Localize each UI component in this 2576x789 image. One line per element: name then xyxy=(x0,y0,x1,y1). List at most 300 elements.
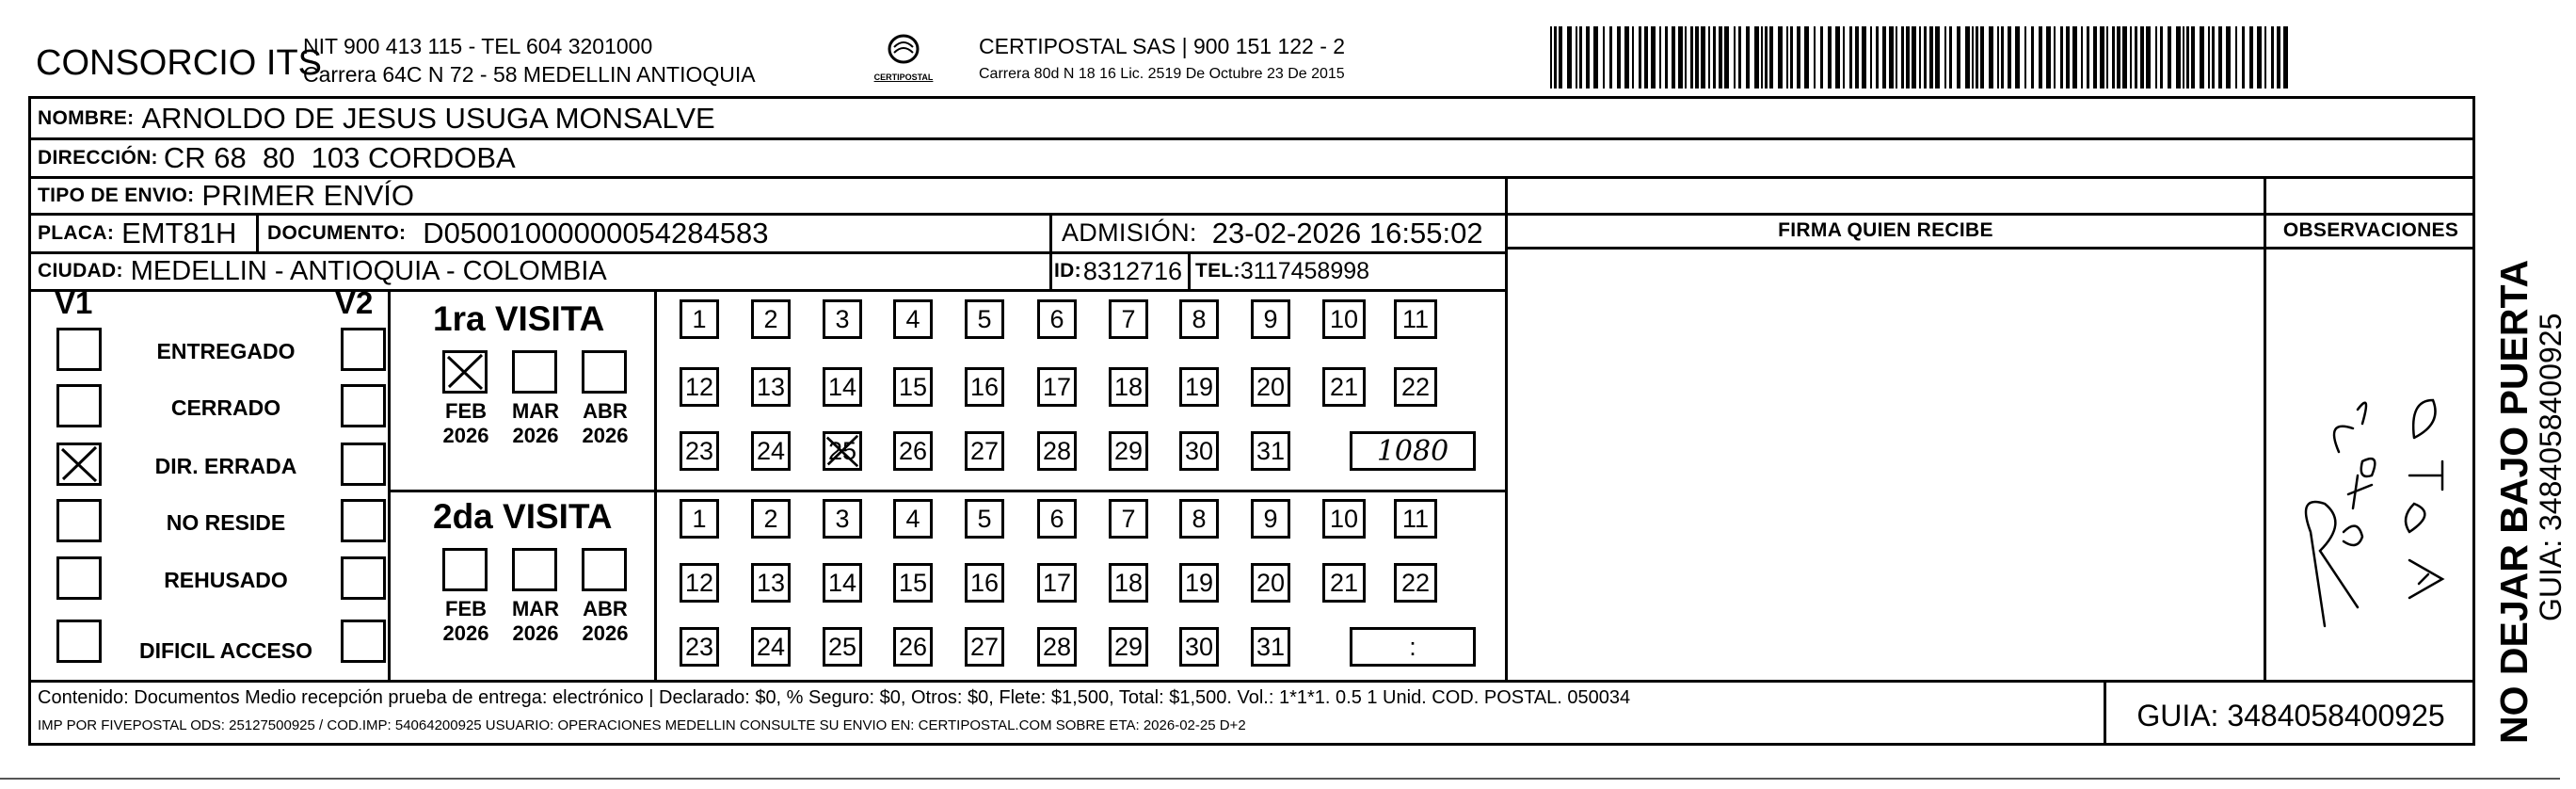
second-day-box[interactable] xyxy=(1037,499,1077,539)
second-day-box[interactable] xyxy=(1179,563,1219,603)
second-day-box[interactable] xyxy=(893,627,933,667)
first-day-number: 28 xyxy=(1042,436,1072,465)
barcode-bar xyxy=(1980,26,1984,89)
month-label xyxy=(433,597,499,646)
check-x-icon xyxy=(825,434,859,468)
month-label xyxy=(572,399,638,448)
barcode-bar xyxy=(2001,26,2004,89)
barcode-bar xyxy=(2257,26,2262,89)
barcode-bar xyxy=(1765,26,1768,89)
barcode-bar xyxy=(1814,26,1816,89)
second-day-number: 4 xyxy=(905,504,920,533)
v2-checkbox[interactable] xyxy=(341,384,386,427)
second-day-box[interactable] xyxy=(893,499,933,539)
barcode-bar xyxy=(1609,26,1612,89)
month-label xyxy=(572,597,638,646)
barcode-bar xyxy=(1870,26,1872,89)
first-day-box[interactable] xyxy=(1109,431,1148,471)
second-day-number: 5 xyxy=(977,504,992,533)
barcode-bar xyxy=(1719,26,1722,89)
first-day-box[interactable] xyxy=(751,367,791,407)
barcode-bar xyxy=(2271,26,2274,89)
barcode-bar xyxy=(2212,26,2215,89)
barcode-bar xyxy=(1554,26,1557,89)
documento-value: D05001000000054284583 xyxy=(423,216,769,250)
barcode-bar xyxy=(1912,26,1916,89)
month-year: 2026 xyxy=(512,424,559,447)
v2-checkbox[interactable] xyxy=(341,328,386,371)
first-day-box[interactable] xyxy=(893,367,933,407)
barcode-bar xyxy=(1820,26,1823,89)
header xyxy=(28,26,2485,92)
first-day-number: 19 xyxy=(1184,372,1214,401)
first-day-box[interactable] xyxy=(823,367,862,407)
month-name: FEB xyxy=(445,597,487,620)
first-day-box[interactable] xyxy=(751,299,791,339)
second-day-number: 20 xyxy=(1256,568,1286,597)
status-option-label: DIFICIL ACCESO xyxy=(138,638,312,663)
barcode-bar xyxy=(2087,26,2089,89)
second-day-number: 24 xyxy=(756,632,786,661)
tel-label: TEL: xyxy=(1195,260,1240,282)
barcode-bar xyxy=(1924,26,1927,89)
second-day-box[interactable] xyxy=(680,627,719,667)
month-year: 2026 xyxy=(512,621,559,645)
barcode-bar xyxy=(1734,26,1736,89)
barcode-bar xyxy=(2054,26,2056,89)
barcode-bar xyxy=(1761,26,1763,89)
second-day-number: 7 xyxy=(1121,504,1136,533)
second-day-number: 15 xyxy=(898,568,928,597)
first-day-box[interactable] xyxy=(1037,299,1077,339)
barcode-bar xyxy=(1957,26,1960,89)
barcode-bar xyxy=(1843,26,1845,89)
month-checkbox[interactable] xyxy=(512,548,557,591)
status-option-label: NO RESIDE xyxy=(166,510,286,535)
first-day-number: 22 xyxy=(1400,372,1431,401)
month-checkbox[interactable] xyxy=(442,350,488,394)
second-day-box[interactable] xyxy=(893,563,933,603)
barcode-bar xyxy=(1835,26,1840,89)
barcode-bar xyxy=(2066,26,2070,89)
second-day-number: 18 xyxy=(1113,568,1144,597)
barcode-bar xyxy=(2122,26,2127,89)
second-day-box[interactable] xyxy=(1251,563,1290,603)
first-day-number: 4 xyxy=(905,304,920,333)
barcode-bar xyxy=(2093,26,2097,89)
barcode-bar xyxy=(2140,26,2144,89)
second-day-box[interactable] xyxy=(1179,627,1219,667)
first-day-number: 31 xyxy=(1256,436,1286,465)
barcode-bar xyxy=(1659,26,1661,89)
first-day-number: 16 xyxy=(969,372,1000,401)
first-day-number: 23 xyxy=(684,436,714,465)
month-year: 2026 xyxy=(582,621,629,645)
barcode-bar xyxy=(1901,26,1904,89)
second-day-box[interactable] xyxy=(751,563,791,603)
ciudad-label: CIUDAD: xyxy=(38,260,123,282)
barcode-bar xyxy=(1690,26,1693,89)
second-time-box[interactable] xyxy=(1350,627,1476,667)
first-day-box[interactable] xyxy=(823,431,862,471)
first-day-number: 10 xyxy=(1329,304,1359,333)
month-checkbox[interactable] xyxy=(442,548,488,591)
first-day-box[interactable] xyxy=(1394,367,1437,407)
barcode-bar xyxy=(2160,26,2163,89)
barcode-bar xyxy=(1550,26,1552,89)
first-day-number: 3 xyxy=(835,304,850,333)
second-day-box[interactable] xyxy=(1109,499,1148,539)
v2-checkbox[interactable] xyxy=(341,620,386,663)
v1-header: V1 xyxy=(55,285,93,320)
first-day-box[interactable] xyxy=(1179,431,1219,471)
barcode xyxy=(1548,26,2301,90)
second-day-number: 10 xyxy=(1329,504,1359,533)
second-day-box[interactable] xyxy=(1179,499,1219,539)
second-day-number: 21 xyxy=(1329,568,1359,597)
handwriting-icon xyxy=(2268,250,2473,678)
bottom-edge-line xyxy=(0,778,2560,780)
second-day-box[interactable] xyxy=(823,627,862,667)
v2-checkbox[interactable] xyxy=(341,556,386,600)
second-day-number: 27 xyxy=(969,632,1000,661)
first-day-box[interactable] xyxy=(751,431,791,471)
second-day-number: 11 xyxy=(1401,504,1430,533)
second-day-number: 26 xyxy=(898,632,928,661)
nombre-row xyxy=(38,100,715,137)
status-option-label: CERRADO xyxy=(170,395,281,420)
documento-label: DOCUMENTO: xyxy=(267,221,407,244)
first-day-box[interactable] xyxy=(1037,367,1077,407)
month-name: FEB xyxy=(445,399,487,423)
barcode-bar xyxy=(1989,26,1993,89)
first-day-box[interactable] xyxy=(1037,431,1077,471)
second-day-box[interactable] xyxy=(965,627,1004,667)
barcode-bar xyxy=(1929,26,1933,89)
barcode-bar xyxy=(1997,26,1999,89)
second-day-number: 22 xyxy=(1400,568,1431,597)
barcode-bar xyxy=(1972,26,1974,89)
barcode-bar xyxy=(1804,26,1809,89)
side-warning: NO DEJAR BAJO PUERTA xyxy=(2492,259,2536,744)
v2-checkbox[interactable] xyxy=(341,499,386,542)
second-day-number: 23 xyxy=(684,632,714,661)
barcode-bar xyxy=(2218,26,2222,89)
first-day-box[interactable] xyxy=(1179,299,1219,339)
first-day-box[interactable] xyxy=(1109,299,1148,339)
footer-contents: Contenido: Documentos Medio recepción prueba de entrega: electrónico | Declarado: $0, % Seguro: $0, Otros: $0, Flete: $1,500, Total: $1,500. Vol.: 1*1*1. 0.5 1 Unid. COD. POSTAL. 050034 xyxy=(38,687,1631,708)
barcode-bar xyxy=(1855,26,1859,89)
first-day-box[interactable] xyxy=(1322,367,1366,407)
barcode-bar xyxy=(1695,26,1699,89)
barcode-bar xyxy=(2039,26,2042,89)
barcode-bar xyxy=(1778,26,1783,89)
barcode-bar xyxy=(2283,26,2288,89)
barcode-bar xyxy=(1746,26,1750,89)
ciudad-value: MEDELLIN - ANTIOQUIA - COLOMBIA xyxy=(130,255,607,286)
month-label xyxy=(503,597,568,646)
admision-cell xyxy=(1062,215,1483,251)
barcode-bar xyxy=(1559,26,1562,89)
first-day-number: 8 xyxy=(1192,304,1207,333)
barcode-bar xyxy=(2176,26,2181,89)
barcode-bar xyxy=(2249,26,2253,89)
first-day-box[interactable] xyxy=(1394,299,1437,339)
second-day-box[interactable] xyxy=(1109,627,1148,667)
first-day-box[interactable] xyxy=(965,431,1004,471)
company-address: Carrera 64C N 72 - 58 MEDELLIN ANTIOQUIA xyxy=(303,62,756,87)
observaciones-header: OBSERVACIONES xyxy=(2282,219,2459,241)
barcode-bar xyxy=(1713,26,1716,89)
first-day-box[interactable] xyxy=(1251,431,1290,471)
direccion-value: CR 68 80 103 CORDOBA xyxy=(163,140,516,174)
second-day-number: 14 xyxy=(827,568,857,597)
first-day-box[interactable] xyxy=(893,431,933,471)
month-checkbox[interactable] xyxy=(582,350,627,394)
v2-header: V2 xyxy=(335,285,374,320)
first-day-box[interactable] xyxy=(1322,299,1366,339)
certipostal-logo-text: CERTIPOSTAL xyxy=(873,72,934,82)
first-day-number: 24 xyxy=(756,436,786,465)
direccion-label: DIRECCIÓN: xyxy=(38,146,158,169)
month-name: ABR xyxy=(583,399,628,423)
barcode-bar xyxy=(1896,26,1897,89)
barcode-bar xyxy=(2072,26,2077,89)
second-day-box[interactable] xyxy=(1394,563,1437,603)
first-visit-title: 1ra VISITA xyxy=(433,299,605,338)
second-time-text: : xyxy=(1409,632,1416,661)
barcode-bar xyxy=(2264,26,2266,89)
second-day-box[interactable] xyxy=(1037,563,1077,603)
second-visit-title: 2da VISITA xyxy=(433,497,613,536)
first-time-box[interactable] xyxy=(1350,431,1476,471)
company-name: CONSORCIO ITS xyxy=(36,43,323,83)
first-day-number: 29 xyxy=(1113,436,1144,465)
first-day-number: 1 xyxy=(692,304,707,333)
month-year: 2026 xyxy=(442,621,489,645)
second-day-number: 28 xyxy=(1042,632,1072,661)
id-value: 8312716 xyxy=(1082,256,1183,285)
first-day-box[interactable] xyxy=(680,431,719,471)
barcode-bar xyxy=(1786,26,1788,89)
month-label xyxy=(503,399,568,448)
barcode-bar xyxy=(1965,26,1970,89)
id-label: ID: xyxy=(1054,260,1081,282)
tipo-row xyxy=(38,178,414,213)
barcode-bar xyxy=(1678,26,1683,89)
first-day-box[interactable] xyxy=(1109,367,1148,407)
second-day-box[interactable] xyxy=(680,563,719,603)
tel-value: 3117458998 xyxy=(1240,257,1370,284)
barcode-bar xyxy=(1586,26,1590,89)
barcode-bar xyxy=(2235,26,2237,89)
barcode-bar xyxy=(2024,26,2026,89)
first-day-number: 6 xyxy=(1049,304,1064,333)
first-day-number: 25 xyxy=(827,436,857,465)
first-day-box[interactable] xyxy=(1251,367,1290,407)
second-day-box[interactable] xyxy=(823,563,862,603)
certipostal-name: CERTIPOSTAL SAS | 900 151 122 - 2 xyxy=(979,34,1346,58)
barcode-bar xyxy=(2117,26,2120,89)
first-day-number: 15 xyxy=(898,372,928,401)
tel-cell xyxy=(1195,253,1369,289)
footer-guia: GUIA: 3484058400925 xyxy=(2136,699,2445,733)
barcode-bar xyxy=(1790,26,1793,89)
barcode-bar xyxy=(1579,26,1582,89)
first-day-number: 17 xyxy=(1042,372,1072,401)
id-cell xyxy=(1054,253,1182,289)
certipostal-logo-icon xyxy=(885,34,922,68)
second-day-box[interactable] xyxy=(1037,627,1077,667)
firma-area[interactable] xyxy=(1511,250,2262,678)
direccion-row xyxy=(38,139,516,176)
certipostal-logo xyxy=(861,34,946,89)
barcode-bar xyxy=(1665,26,1668,89)
barcode-bar xyxy=(1889,26,1894,89)
barcode-bar xyxy=(2046,26,2051,89)
second-day-box[interactable] xyxy=(1251,627,1290,667)
second-day-box[interactable] xyxy=(680,499,719,539)
month-checkbox[interactable] xyxy=(512,350,557,394)
barcode-bar xyxy=(1603,26,1605,89)
observaciones-handwriting xyxy=(2268,250,2473,678)
barcode-bar xyxy=(1906,26,1910,89)
second-day-number: 1 xyxy=(692,504,707,533)
barcode-bar xyxy=(1754,26,1759,89)
second-day-number: 8 xyxy=(1192,504,1207,533)
first-day-number: 5 xyxy=(977,304,992,333)
second-day-number: 16 xyxy=(969,568,1000,597)
barcode-bar xyxy=(1976,26,1978,89)
barcode-bar xyxy=(2112,26,2115,89)
ciudad-cell xyxy=(38,253,607,289)
second-day-box[interactable] xyxy=(1322,563,1366,603)
first-day-box[interactable] xyxy=(893,299,933,339)
month-year: 2026 xyxy=(582,424,629,447)
barcode-bar xyxy=(1769,26,1773,89)
tipo-label: TIPO DE ENVIO: xyxy=(38,184,195,206)
second-day-number: 2 xyxy=(763,504,778,533)
barcode-bar xyxy=(2100,26,2104,89)
barcode-bar xyxy=(2183,26,2184,89)
first-day-box[interactable] xyxy=(1179,367,1219,407)
month-year: 2026 xyxy=(442,424,489,447)
barcode-bar xyxy=(1624,26,1629,89)
second-day-number: 31 xyxy=(1256,632,1286,661)
second-day-number: 25 xyxy=(827,632,857,661)
month-label xyxy=(433,399,499,448)
firma-header: FIRMA QUIEN RECIBE xyxy=(1778,219,1993,241)
barcode-bar xyxy=(2106,26,2108,89)
first-day-number: 2 xyxy=(763,304,778,333)
barcode-bar xyxy=(2081,26,2083,89)
second-day-number: 9 xyxy=(1263,504,1278,533)
second-day-box[interactable] xyxy=(751,499,791,539)
barcode-bar xyxy=(1567,26,1572,89)
second-day-box[interactable] xyxy=(1394,499,1437,539)
barcode-bar xyxy=(1919,26,1921,89)
barcode-bar xyxy=(1944,26,1946,89)
certipostal-address: Carrera 80d N 18 16 Lic. 2519 De Octubre 23 De 2015 xyxy=(979,66,1345,82)
second-day-box[interactable] xyxy=(965,499,1004,539)
barcode-bar xyxy=(2277,26,2280,89)
barcode-bar xyxy=(1849,26,1852,89)
second-day-number: 30 xyxy=(1184,632,1214,661)
first-day-number: 14 xyxy=(827,372,857,401)
barcode-bar xyxy=(1651,26,1656,89)
barcode-bar xyxy=(1639,26,1641,89)
month-name: MAR xyxy=(511,597,560,620)
first-day-number: 11 xyxy=(1401,304,1430,333)
barcode-bar xyxy=(2031,26,2034,89)
second-day-number: 17 xyxy=(1042,568,1072,597)
admision-label: ADMISIÓN: xyxy=(1062,218,1197,247)
second-day-number: 29 xyxy=(1113,632,1144,661)
barcode-bar xyxy=(2191,26,2195,89)
tipo-value: PRIMER ENVÍO xyxy=(201,178,415,212)
barcode-bar xyxy=(1685,26,1687,89)
barcode-bar xyxy=(2060,26,2063,89)
first-day-number: 30 xyxy=(1184,436,1214,465)
placa-value: EMT81H xyxy=(121,216,237,250)
second-day-box[interactable] xyxy=(751,627,791,667)
nombre-label: NOMBRE: xyxy=(38,107,135,129)
first-day-box[interactable] xyxy=(965,299,1004,339)
barcode-bar xyxy=(1701,26,1705,89)
second-day-number: 12 xyxy=(684,568,714,597)
v2-checkbox[interactable] xyxy=(341,443,386,486)
barcode-bar xyxy=(2186,26,2189,89)
barcode-bar xyxy=(2208,26,2210,89)
month-checkbox[interactable] xyxy=(582,548,627,591)
admision-value: 23-02-2026 16:55:02 xyxy=(1211,216,1483,250)
second-day-box[interactable] xyxy=(1109,563,1148,603)
first-day-box[interactable] xyxy=(680,367,719,407)
barcode-bar xyxy=(1708,26,1710,89)
barcode-bar xyxy=(1862,26,1866,89)
side-guia: GUIA: 3484058400925 xyxy=(2534,313,2568,621)
barcode-bar xyxy=(2226,26,2231,89)
barcode-bar xyxy=(2135,26,2137,89)
barcode-bar xyxy=(1738,26,1741,89)
first-day-box[interactable] xyxy=(1251,299,1290,339)
barcode-bar xyxy=(1876,26,1879,89)
barcode-bar xyxy=(1949,26,1952,89)
first-day-number: 18 xyxy=(1113,372,1144,401)
first-day-number: 7 xyxy=(1121,304,1136,333)
first-day-box[interactable] xyxy=(965,367,1004,407)
first-time-text: 1080 xyxy=(1376,434,1449,468)
barcode-bar xyxy=(1672,26,1675,89)
status-option-label: ENTREGADO xyxy=(156,339,296,363)
first-day-number: 26 xyxy=(898,436,928,465)
first-day-number: 12 xyxy=(684,372,714,401)
second-day-box[interactable] xyxy=(1322,499,1366,539)
second-day-number: 3 xyxy=(835,504,850,533)
company-nit: NIT 900 413 115 - TEL 604 3201000 xyxy=(303,34,653,58)
second-day-box[interactable] xyxy=(965,563,1004,603)
first-day-number: 20 xyxy=(1256,372,1286,401)
first-day-box[interactable] xyxy=(823,299,862,339)
first-day-box[interactable] xyxy=(680,299,719,339)
month-name: ABR xyxy=(583,597,628,620)
month-name: MAR xyxy=(511,399,560,423)
first-day-number: 13 xyxy=(756,372,786,401)
second-day-box[interactable] xyxy=(1251,499,1290,539)
second-day-box[interactable] xyxy=(823,499,862,539)
second-day-number: 13 xyxy=(756,568,786,597)
second-day-number: 19 xyxy=(1184,568,1214,597)
